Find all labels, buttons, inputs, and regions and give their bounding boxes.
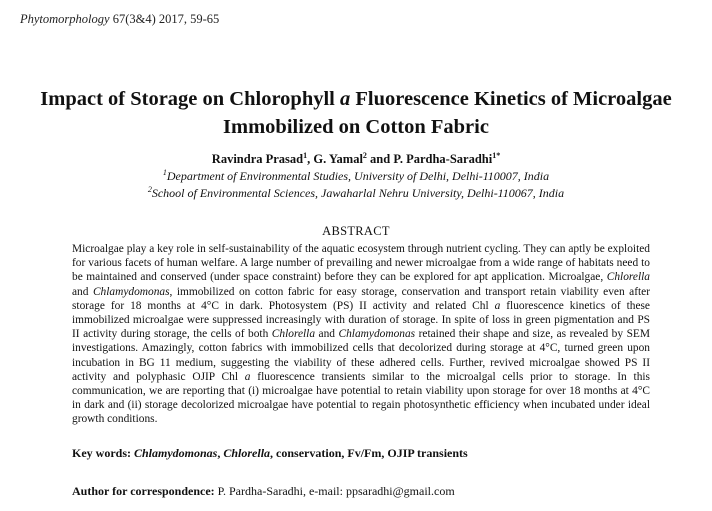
author-3: P. Pardha-Saradhi — [393, 152, 493, 166]
abstract-italic-1: Chlorella — [606, 271, 650, 284]
keyword-2: Chlorella — [223, 446, 271, 460]
author-list — [0, 152, 712, 167]
abstract-italic-6: a — [244, 370, 251, 383]
abstract-text-7: fluorescence transients similar to the microalgal cells prior to storage. In this communication, we are reporting that (i) microalgae have potential to retain viability upon storage for over 18 months at 4°C in dark and (ii) storage decolorized microalgae have potential to regain photosynthetic efficiency when incubated under ideal growth conditions. — [72, 370, 650, 426]
keywords-rest: , conservation, Fv/Fm, OJIP transients — [270, 446, 468, 460]
abstract-italic-5: Chlamydomonas — [338, 328, 416, 341]
author-1: Ravindra Prasad — [211, 152, 304, 166]
journal-citation — [20, 12, 219, 27]
title-part-1: Impact of Storage on Chlorophyll — [40, 88, 340, 110]
keyword-sep: , — [217, 446, 224, 460]
author-1-sup: 1 — [303, 150, 308, 160]
abstract-text-1: Microalgae play a key role in self-sustainability of the aquatic ecosystem through nutrient cycling. They can aptly be exploited for various facets of human welfare. A large number of prevailing and newer microalgae from a wide range of habitats need to be maintained and conserved (under space constraint) before they can be explored for apt application. Microalgae, — [72, 243, 650, 284]
affiliation-2-text: School of Environmental Sciences, Jawaharlal Nehru University, Delhi-110067, India — [151, 186, 565, 200]
correspondence-label: Author for correspondence: — [72, 484, 215, 498]
affiliation-1 — [0, 169, 712, 184]
affiliation-2 — [0, 186, 712, 201]
abstract-italic-4: Chlorella — [271, 328, 316, 341]
title-italic: a — [340, 88, 351, 110]
journal-name: Phytomorphology — [20, 12, 110, 26]
abstract-body — [72, 242, 650, 427]
keywords — [72, 446, 650, 461]
abstract-text-4: fluorescence kinetics of these immobilized microalgae were suppressed increasingly with duration of storage. In spite of loss in green pigmentation and PS II activity during storage, the cells of both — [72, 299, 650, 341]
correspondence — [72, 484, 650, 499]
abstract-italic-2: Chlamydomonas — [92, 285, 170, 298]
affiliation-2-sup: 2 — [147, 185, 152, 194]
paper-title — [30, 85, 682, 141]
keyword-1: Chlamydomonas — [134, 446, 218, 460]
abstract-heading: ABSTRACT — [322, 224, 390, 238]
author-2: G. Yamal — [313, 152, 363, 166]
author-sep-2: and — [366, 152, 394, 166]
abstract-italic-3: a — [494, 299, 501, 312]
abstract-text-5: and — [315, 328, 339, 341]
abstract-text-3: , immobilized on cotton fabric for easy storage, conservation and transport retain viability even after storage for 18 months at 4°C in dark. Photosystem (PS) II activity and related Chl — [72, 285, 650, 312]
title-part-2: Fluorescence Kinetics of Microalgae Immobilized on Cotton Fabric — [223, 88, 672, 138]
author-3-sup: 1* — [492, 150, 501, 160]
author-2-sup: 2 — [362, 150, 367, 160]
abstract-text-2: and — [72, 285, 93, 298]
journal-issue: 67(3&4) 2017, 59-65 — [112, 12, 220, 26]
affiliation-1-sup: 1 — [162, 168, 167, 177]
abstract-text-6: retained their shape and size, as revealed by SEM investigations. Amazingly, cotton fabrics with immobilized cells that decolorized during storage at 4°C, turned green upon incubation in BG 11 medium, suggesting the viability of these adhered cells. Further, revived microalgae showed PS II activity and polyphasic OJIP Chl — [72, 328, 650, 383]
affiliation-1-text: Department of Environmental Studies, University of Delhi, Delhi-110007, India — [166, 169, 550, 183]
keywords-label: Key words: — [72, 446, 134, 460]
author-sep-1: , — [307, 152, 314, 166]
correspondence-text: P. Pardha-Saradhi, e-mail: ppsaradhi@gmail.com — [214, 484, 455, 498]
